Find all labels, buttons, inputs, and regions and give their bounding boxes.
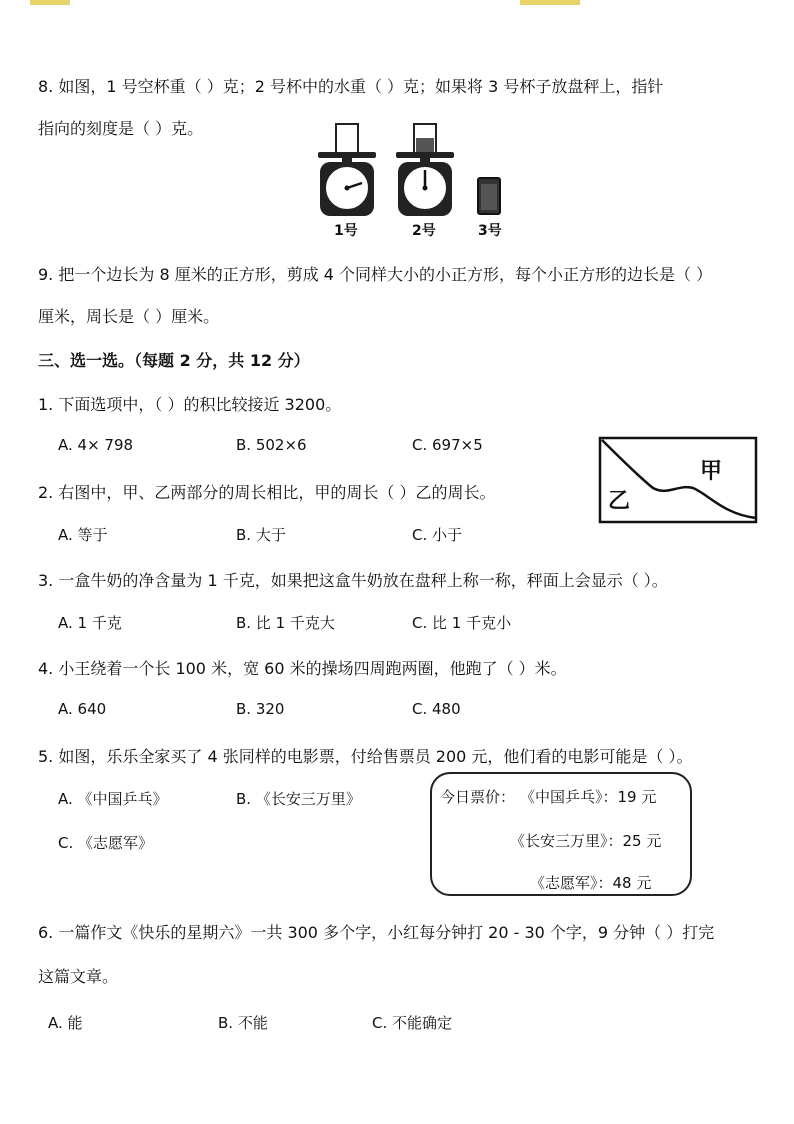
s6-option-c: C. 不能确定	[372, 1014, 453, 1032]
s1-option-a: A. 4× 798	[58, 436, 134, 454]
s3-option-a: A. 1 千克	[58, 614, 122, 632]
s2-option-a: A. 等于	[58, 526, 108, 544]
s5-option-b: B. 《长安三万里》	[236, 790, 361, 808]
scale-1-label: 1号	[334, 223, 358, 239]
fig-label-jia: 甲	[700, 459, 723, 484]
s4-option-c: C. 480	[412, 700, 461, 718]
q8-line1: 8. 如图，1 号空杯重（ ）克；2 号杯中的水重（ ）克；如果将 3 号杯子放盘秤上，指针	[38, 77, 664, 96]
fig-label-yi: 乙	[608, 489, 631, 514]
s6-option-b: B. 不能	[218, 1014, 268, 1032]
scale-2-label: 2号	[412, 223, 436, 239]
ticket-price-2: 《长安三万里》：25 元	[510, 832, 662, 850]
scale-1-icon	[318, 124, 376, 216]
s6-line1: 6. 一篇作文《快乐的星期六》一共 300 多个字，小红每分钟打 20 - 30 个字，9 分钟（ ）打完	[38, 923, 715, 942]
s2-option-b: B. 大于	[236, 526, 286, 544]
s4-question: 4. 小王绕着一个长 100 米，宽 60 米的操场四周跑两圈，他跑了（ ）米。	[38, 659, 567, 678]
s4-option-a: A. 640	[58, 700, 107, 718]
top-edge-mark	[30, 0, 70, 5]
s1-option-c: C. 697×5	[412, 436, 483, 454]
q9-line2: 厘米，周长是（ ）厘米。	[38, 307, 220, 326]
s1-question: 1. 下面选项中，（ ）的积比较接近 3200。	[38, 395, 342, 414]
ticket-price-box	[430, 772, 692, 896]
s1-option-b: B. 502×6	[236, 436, 307, 454]
s6-option-a: A. 能	[48, 1014, 83, 1032]
ticket-price-3: 《志愿军》：48 元	[530, 874, 652, 892]
q8-line2: 指向的刻度是（ ）克。	[38, 119, 204, 138]
scale-2-icon	[396, 124, 454, 216]
s5-option-a: A. 《中国乒乓》	[58, 790, 168, 808]
cup-3-icon	[478, 178, 500, 214]
s6-line2: 这篇文章。	[38, 967, 119, 986]
s5-option-c: C. 《志愿军》	[58, 834, 154, 852]
ticket-price-1: 《中国乒乓》：19 元	[520, 788, 657, 806]
s4-option-b: B. 320	[236, 700, 285, 718]
s5-question: 5. 如图，乐乐全家买了 4 张同样的电影票，付给售票员 200 元，他们看的电影可能是（ ）。	[38, 747, 693, 766]
s2-option-c: C. 小于	[412, 526, 463, 544]
q9-line1: 9. 把一个边长为 8 厘米的正方形，剪成 4 个同样大小的小正方形，每个小正方形的边长是（ ）	[38, 265, 713, 284]
scales-figure	[310, 118, 520, 218]
s3-option-c: C. 比 1 千克小	[412, 614, 512, 632]
section-3-title: 三、选一选。（每题 2 分，共 12 分）	[38, 351, 310, 370]
ticket-title: 今日票价：	[440, 788, 516, 806]
top-edge-mark	[520, 0, 580, 5]
s2-question: 2. 右图中，甲、乙两部分的周长相比，甲的周长（ ）乙的周长。	[38, 483, 496, 502]
cup-3-label: 3号	[478, 223, 502, 239]
s3-question: 3. 一盒牛奶的净含量为 1 千克，如果把这盒牛奶放在盘秤上称一称，秤面上会显示（ ）。	[38, 571, 668, 590]
s3-option-b: B. 比 1 千克大	[236, 614, 335, 632]
